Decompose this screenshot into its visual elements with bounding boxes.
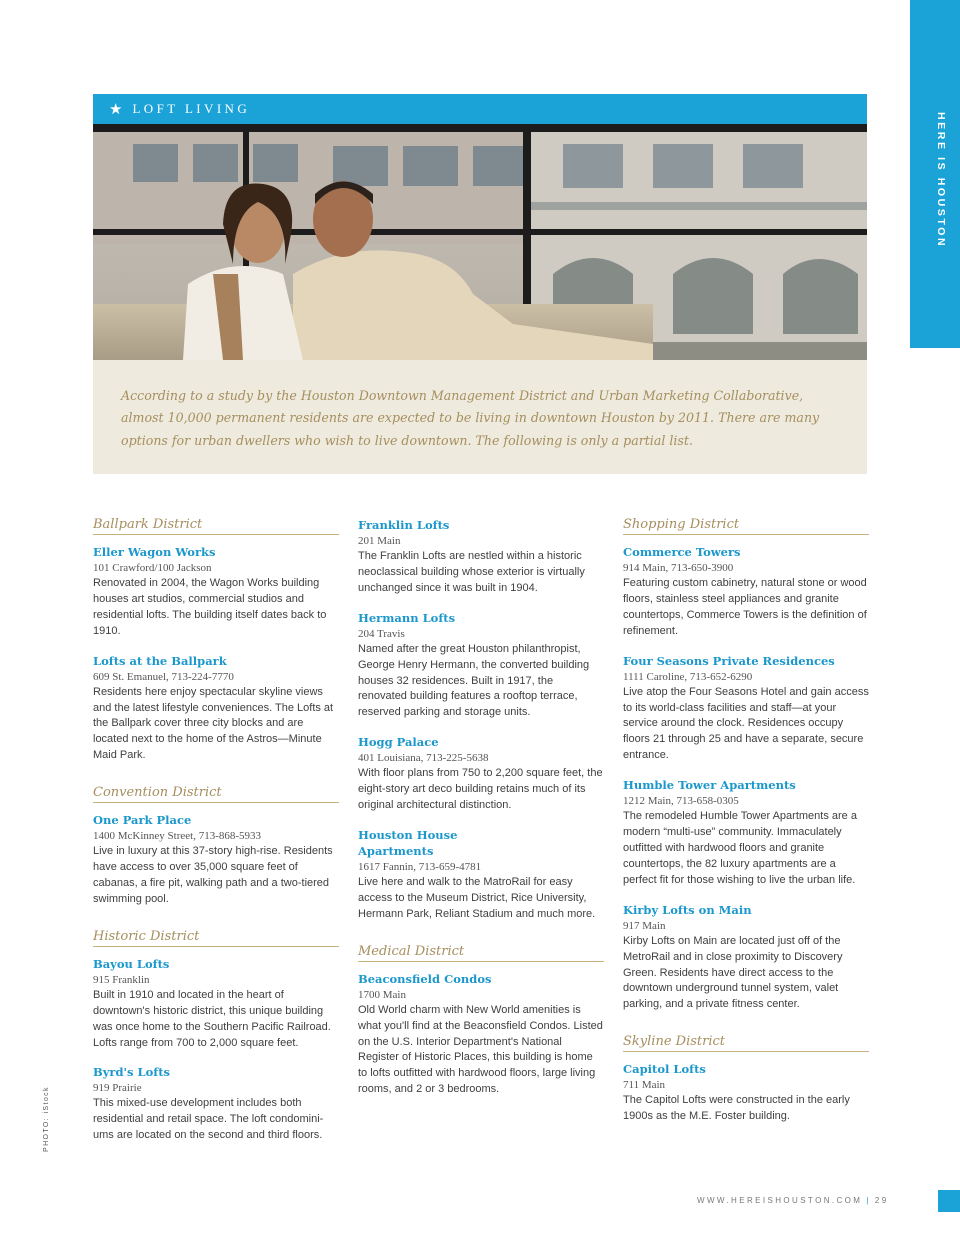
- banner-title: LOFT LIVING: [132, 101, 251, 116]
- photo-credit: PHOTO: iStock: [43, 1086, 50, 1152]
- intro-box: [93, 360, 867, 474]
- column-2: [358, 517, 604, 1111]
- listing-description: Built in 1910 and located in the heart of downtown's historic district, this unique building was once home to the Southern Pacific Railroad. Lofts range from 700 to 2,000 square feet.: [93, 988, 331, 1049]
- page-number: 29: [874, 1196, 889, 1205]
- column-3: [623, 517, 869, 1138]
- listing-entry: [358, 827, 604, 923]
- listing-entry: [623, 777, 869, 889]
- section-banner: [93, 94, 867, 124]
- listing-entry: [358, 971, 604, 1098]
- listing-description: The Franklin Lofts are nestled within a historic neoclassical building whose exterior is virtually unchanged since it was built in 1904.: [358, 550, 585, 594]
- listing-address: 401 Louisiana, 713-225-5638: [358, 752, 489, 765]
- listing-name: Houston House Apartments: [358, 827, 458, 858]
- listing-entry: [623, 653, 869, 765]
- listing-address: 1617 Fannin, 713-659-4781: [358, 860, 482, 873]
- listing-name: Byrd's Lofts: [93, 1065, 170, 1080]
- listing-entry: [93, 653, 339, 765]
- side-tab-label: HERE IS HOUSTON: [935, 112, 947, 249]
- listing-address: 915 Franklin: [93, 973, 150, 986]
- listing-description: The Capitol Lofts were constructed in the early 1900s as the M.E. Foster building.: [623, 1094, 850, 1123]
- listing-entry: [93, 544, 339, 640]
- listing-name: Eller Wagon Works: [93, 545, 216, 559]
- district-heading: Skyline District: [623, 1034, 869, 1052]
- listing-description: Featuring custom cabinetry, natural stone or wood floors, stainless steel appliances and granite countertops, Commerce Towers is the definition of refinement.: [623, 577, 867, 637]
- footer-color-block: [938, 1190, 960, 1212]
- footer: [697, 1196, 889, 1205]
- district-heading: Shopping District: [623, 517, 869, 535]
- listing-address: 914 Main, 713-650-3900: [623, 562, 734, 574]
- listing-description: Live here and walk to the MatroRail for easy access to the Museum District, Rice University, Hermann Park, Reliant Stadium and much more.: [358, 875, 596, 920]
- listing-name: Franklin Lofts: [358, 518, 450, 532]
- listing-entry: [93, 812, 339, 908]
- listing-description: This mixed-use development includes both residential and retail space. The loft condomini-ums are located on the second and third floors.: [93, 1097, 324, 1142]
- listing-name: Hogg Palace: [358, 735, 439, 750]
- district-heading: Ballpark District: [93, 517, 339, 535]
- listing-address: 711 Main: [623, 1079, 666, 1092]
- listing-description: Live atop the Four Seasons Hotel and gain access to its world-class facilities and staff—at your service around the clock. Residences occupy floors 21 through 25 and have a separate, secure entrance.: [623, 685, 869, 762]
- listing-description: The remodeled Humble Tower Apartments are a modern “multi-use” community. Immaculately outfitted with hardwood floors and granite countertops, the 82 luxury apartments are a perfect fit for those wishing to live the urban life.: [623, 810, 857, 886]
- listing-entry: [358, 517, 604, 597]
- listing-name: One Park Place: [93, 813, 192, 828]
- footer-url: WWW.HEREISHOUSTON.COM: [697, 1196, 863, 1205]
- district-heading: Medical District: [358, 944, 604, 962]
- listing-name: Beaconsfield Condos: [358, 971, 492, 986]
- listing-name: Four Seasons Private Residences: [623, 653, 835, 668]
- listing-address: 1700 Main: [358, 988, 406, 1001]
- listing-address: 609 St. Emanuel, 713-224-7770: [93, 670, 234, 683]
- column-1: [93, 517, 339, 1157]
- listing-address: 201 Main: [358, 535, 401, 547]
- listing-entry: [623, 902, 869, 1014]
- star-icon: ★: [109, 100, 123, 118]
- listing-name: Capitol Lofts: [623, 1062, 706, 1077]
- listing-description: Named after the great Houston philanthropist, George Henry Hermann, the converted building houses 32 residences. Built in 1917, the renovated building features a rooftop terrace, reserved parking and storage units.: [358, 642, 590, 719]
- hero-photo: [93, 124, 867, 360]
- listing-name: Bayou Lofts: [93, 956, 170, 971]
- listing-address: 917 Main: [623, 919, 666, 932]
- listing-description: Residents here enjoy spectacular skyline views and the latest lifestyle conveniences. The Lofts at the Ballpark cover three city blocks and are located next to the home of the Astros—Minute Maid Park.: [93, 685, 334, 762]
- listing-address: 1212 Main, 713-658-0305: [623, 795, 739, 808]
- listing-name: Commerce Towers: [623, 545, 741, 559]
- district-heading: Historic District: [93, 929, 339, 947]
- listing-address: 204 Travis: [358, 627, 405, 640]
- listing-address: 1111 Caroline, 713-652-6290: [623, 670, 753, 683]
- listing-address: 919 Prairie: [93, 1082, 142, 1095]
- intro-text: According to a study by the Houston Downtown Management District and Urban Marketing Collaborative, almost 10,000 permanent residents are expected to be living in downtown Houston by 2011. There are many options for urban dwellers who wish to live downtown. The following is only a partial list.: [121, 388, 820, 448]
- listing-address: 101 Crawford/100 Jackson: [93, 562, 212, 574]
- listing-address: 1400 McKinney Street, 713-868-5933: [93, 830, 262, 843]
- listing-entry: [358, 610, 604, 722]
- listing-description: Old World charm with New World amenities is what you'll find at the Beaconsfield Condos. Listed on the U.S. Interior Department's National Register of Historic Places, this building is home to lofts outfitted with hardwood floors, large living rooms, and 2 or 3 bedrooms.: [358, 1003, 603, 1096]
- footer-separator: |: [866, 1196, 871, 1205]
- hero-photo-illustration: [93, 124, 867, 360]
- listing-entry: [623, 544, 869, 640]
- listing-name: Lofts at the Ballpark: [93, 653, 227, 668]
- listing-name: Humble Tower Apartments: [623, 778, 796, 793]
- listing-description: Kirby Lofts on Main are located just off of the MetroRail and in close proximity to Discovery Green. Residents have direct access to the downtown underground tunnel system, valet parking, and a private fitness center.: [623, 934, 843, 1011]
- listing-entry: [93, 956, 339, 1052]
- district-heading: Convention District: [93, 785, 339, 803]
- listing-description: Renovated in 2004, the Wagon Works building houses art studios, commercial studios and residential lofts. The building itself dates back to 1910.: [93, 577, 327, 637]
- listing-name: Hermann Lofts: [358, 610, 456, 625]
- listing-name: Kirby Lofts on Main: [623, 902, 752, 917]
- listing-entry: [93, 1064, 339, 1144]
- listing-entry: [358, 734, 604, 814]
- listing-entry: [623, 1061, 869, 1125]
- listing-description: With floor plans from 750 to 2,200 square feet, the eight-story art deco building retains much of its original architectural distinction.: [358, 767, 603, 812]
- listing-description: Live in luxury at this 37-story high-rise. Residents have access to over 35,000 square feet of cabanas, a fire pit, walking path and a two-tiered swimming pool.: [93, 845, 333, 905]
